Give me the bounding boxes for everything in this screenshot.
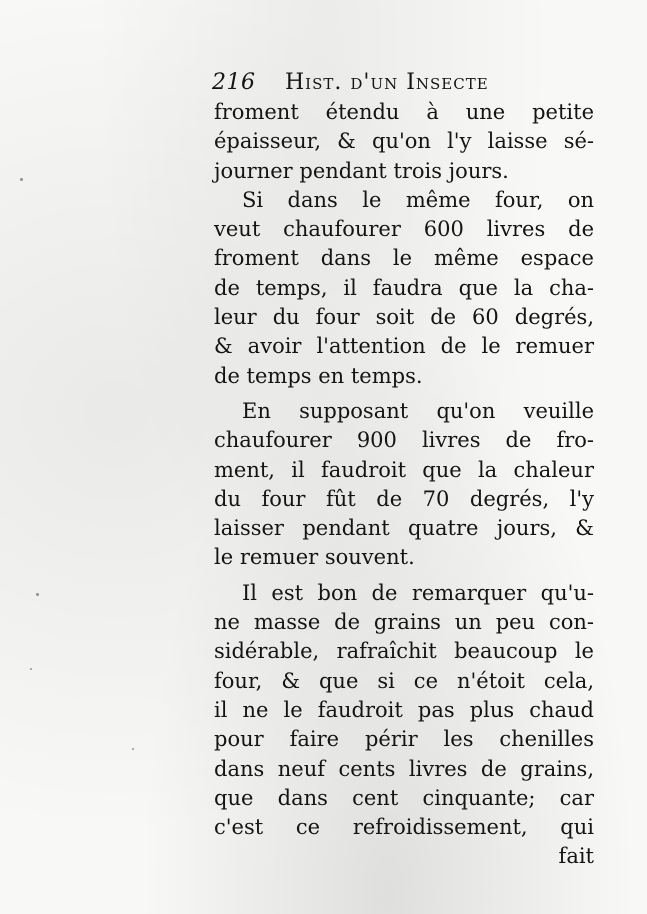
text-line: leur du four soit de 60 degrés, [214, 305, 594, 330]
running-title: Hist. d'un Insecte [285, 70, 489, 95]
paper-speck [30, 668, 32, 670]
page-number: 216 [212, 70, 256, 95]
text-line: c'est ce refroidissement, qui [214, 815, 594, 840]
page-header [212, 70, 602, 95]
text-line: four, & que si ce n'étoit cela, [214, 668, 594, 693]
text-line: journer pendant trois jours. [214, 158, 509, 183]
paragraph-start-line: En supposant qu'on veuille [242, 398, 594, 423]
text-line: que dans cent cinquante; car [214, 785, 594, 810]
body-text [214, 98, 594, 872]
text-line: froment étendu à une petite [214, 100, 594, 124]
text-line: dans neuf cents livres de grains, [214, 756, 594, 781]
paper-speck [36, 593, 39, 596]
text-line: de temps, il faudra que la cha- [214, 275, 594, 300]
text-line: de temps en temps. [214, 363, 423, 388]
text-line: froment dans le même espace [214, 246, 594, 271]
text-line: chaufourer 900 livres de fro- [214, 428, 594, 453]
text-line: ment, il faudroit que la chaleur [214, 457, 594, 482]
text-line: le remuer souvent. [214, 545, 415, 570]
text-line: il ne le faudroit pas plus chaud [214, 697, 594, 722]
text-line: sidérable, rafraîchit beaucoup le [214, 639, 594, 664]
text-line: laisser pendant quatre jours, & [214, 516, 594, 541]
text-line: ne masse de grains un peu con- [214, 610, 594, 635]
paragraph-start-line: Il est bon de remarquer qu'u- [242, 580, 594, 605]
paragraph-start-line: Si dans le même four, on [242, 187, 594, 212]
text-line: épaisseur, & qu'on l'y laisse sé- [214, 129, 594, 154]
text-line: veut chaufourer 600 livres de [214, 217, 594, 242]
text-line: & avoir l'attention de le remuer [214, 334, 594, 359]
paper-speck [20, 178, 23, 181]
text-line: pour faire périr les chenilles [214, 727, 594, 752]
paper-speck [132, 748, 134, 750]
text-line: du four fût de 70 degrés, l'y [214, 486, 594, 511]
catchword: fait [558, 844, 594, 869]
